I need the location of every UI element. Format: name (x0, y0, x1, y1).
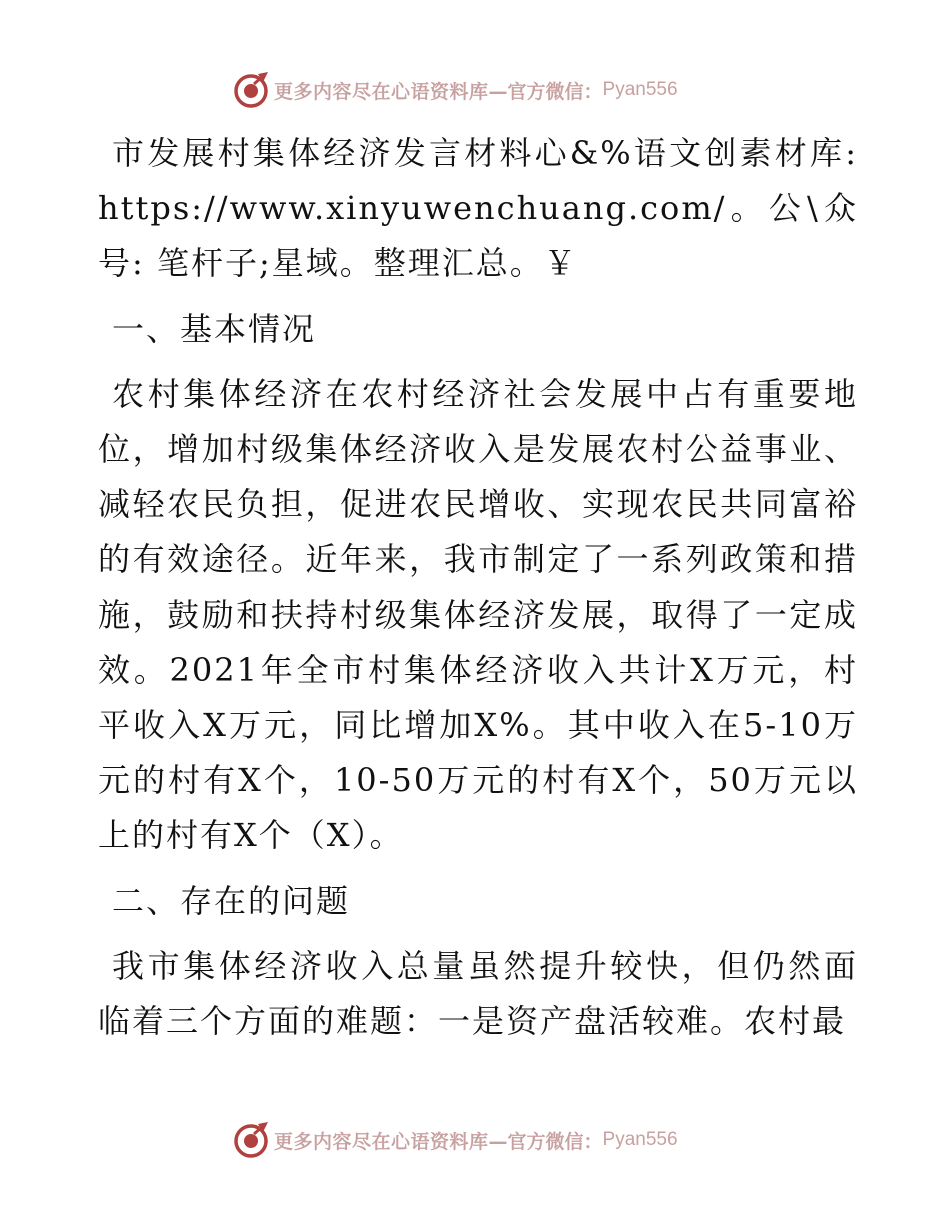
footer-banner (232, 1120, 678, 1160)
section-heading-2: 二、存在的问题 (112, 881, 351, 920)
header-banner (232, 70, 678, 110)
banner-separator: —官方微信： (488, 1130, 603, 1153)
body-paragraph-2: 我市集体经济收入总量虽然提升较快，但仍然面临着三个方面的难题：一是资产盘活较难。农村最 (98, 946, 858, 1041)
pen-logo-icon (232, 70, 272, 110)
pen-logo-icon (232, 1120, 272, 1160)
banner-title: 更多内容尽在心语资料库 (274, 80, 489, 103)
intro-paragraph: 市发展村集体经济发言材料心&%语文创素材库: https://www.xinyuwenchuang.com/。公\众号: 笔杆子;星域。整理汇总。￥ (98, 134, 858, 283)
banner-title: 更多内容尽在心语资料库 (274, 1130, 489, 1153)
banner-wechat-id: Pyan556 (602, 79, 678, 100)
banner-wechat-id: Pyan556 (602, 1129, 678, 1150)
body-paragraph-1: 农村集体经济在农村经济社会发展中占有重要地位，增加村级集体经济收入是发展农村公益事业、减轻农民负担，促进农民增收、实现农民共同富裕的有效途径。近年来，我市制定了一系列政策和措施，鼓励和扶持村级集体经济发展，取得了一定成效。2021年全市村集体经济收入共计X万元，村平收入X万元，同比增加X%。其中收入在5-10万元的村有X个，10-50万元的村有X个，50万元以上的村有X个（X）。 (98, 374, 858, 855)
banner-separator: —官方微信： (488, 80, 603, 103)
document-body (98, 126, 858, 1049)
section-heading-1: 一、基本情况 (112, 309, 317, 348)
